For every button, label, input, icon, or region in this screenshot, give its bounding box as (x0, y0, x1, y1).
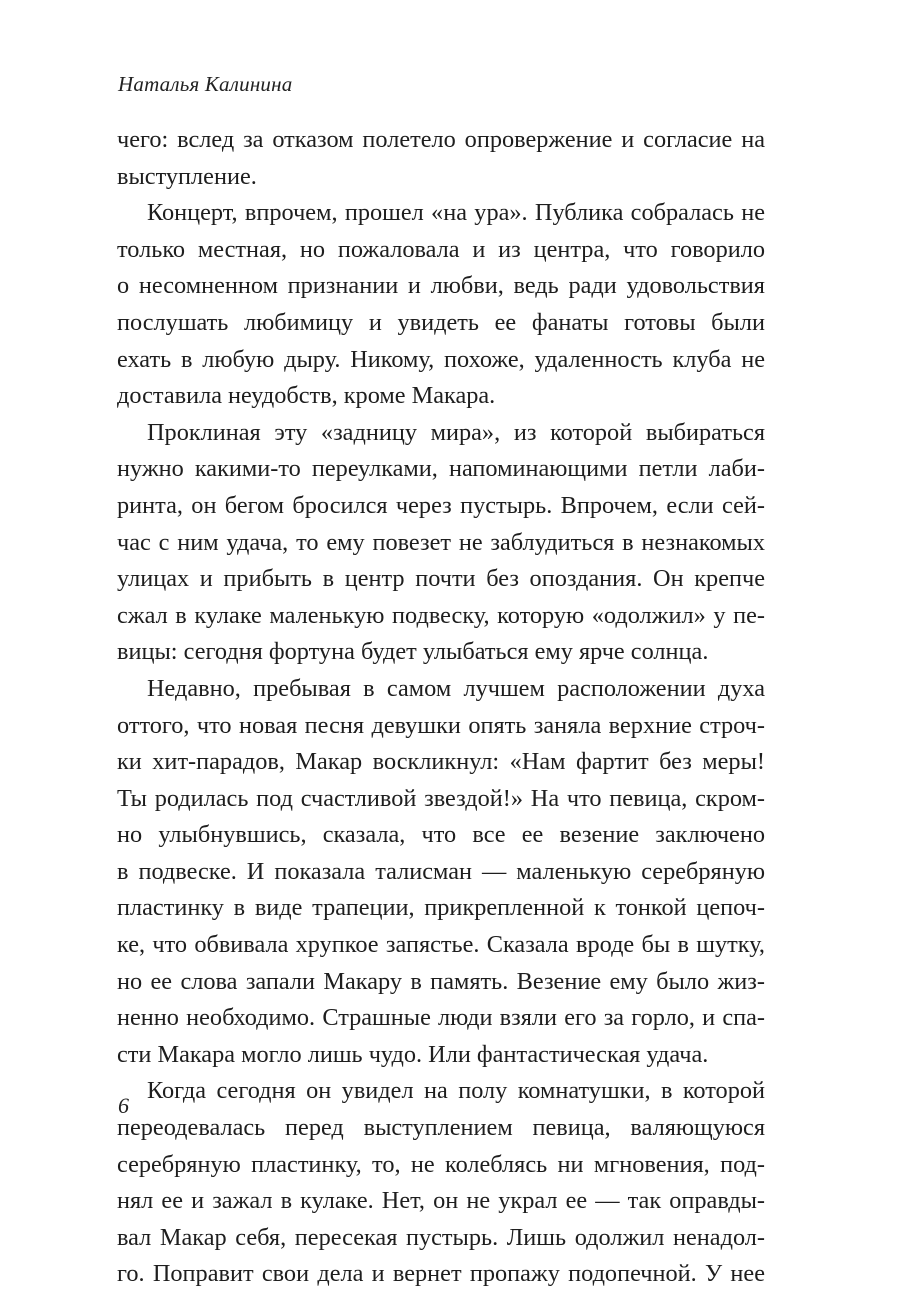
text-line: сжал в кулаке маленькую подвеску, которую «одолжил» у пе- (117, 601, 765, 629)
text-line: переодевалась перед выступлением певица, валяющуюся (117, 1114, 765, 1142)
text-line: в подвеске. И показала талисман — маленькую серебряную (117, 857, 765, 885)
paragraph (117, 415, 765, 671)
text-line: серебряную пластинку, то, не колеблясь ни мгновения, под- (117, 1150, 765, 1178)
text-line: улицах и прибыть в центр почти без опоздания. Он крепче (117, 565, 765, 593)
text-line: о несомненном признании и любви, ведь ради удовольствия (117, 272, 765, 300)
text-line: только местная, но пожаловала и из центра, что говорило (117, 235, 765, 263)
text-line: ринта, он бегом бросился через пустырь. Впрочем, если сей- (117, 491, 765, 519)
paragraph (117, 1073, 765, 1293)
text-line: Недавно, пребывая в самом лучшем расположении духа (147, 674, 765, 702)
text-line: Когда сегодня он увидел на полу комнатушки, в которой (147, 1077, 765, 1105)
text-line: нял ее и зажал в кулаке. Нет, он не украл ее — так оправды- (117, 1187, 765, 1215)
text-line: выступление. (117, 162, 257, 190)
paragraph (117, 671, 765, 1074)
text-line: го. Поправит свои дела и вернет пропажу подопечной. У нее (117, 1260, 765, 1288)
text-line: ке, что обвивала хрупкое запястье. Сказала вроде бы в шутку, (117, 931, 765, 959)
text-line: Ты родилась под счастливой звездой!» На что певица, скром- (117, 784, 765, 812)
text-line: вицы: сегодня фортуна будет улыбаться ему ярче солнца. (117, 638, 709, 666)
text-line: пластинку в виде трапеции, прикрепленной к тонкой цепоч- (117, 894, 765, 922)
running-head-author: Наталья Калинина (118, 72, 293, 96)
text-line: послушать любимицу и увидеть ее фанаты готовы были (117, 308, 765, 336)
text-line: час с ним удача, то ему повезет не заблудиться в незнакомых (117, 528, 765, 556)
text-line: но улыбнувшись, сказала, что все ее везение заключено (117, 821, 765, 849)
body-text (117, 122, 765, 1293)
text-line: доставила неудобств, кроме Макара. (117, 382, 496, 410)
paragraph (117, 122, 765, 195)
text-line: ненно необходимо. Страшные люди взяли его за горло, и спа- (117, 1004, 765, 1032)
text-line: нужно какими-то переулками, напоминающими петли лаби- (117, 455, 765, 483)
text-line: Концерт, впрочем, прошел «на ура». Публика собралась не (147, 199, 765, 227)
paragraph (117, 195, 765, 415)
text-line: чего: вслед за отказом полетело опровержение и согласие на (117, 126, 765, 153)
text-line: оттого, что новая песня девушки опять заняла верхние строч- (117, 711, 765, 739)
text-line: Проклиная эту «задницу мира», из которой выбираться (147, 418, 765, 446)
text-line: ехать в любую дыру. Никому, похоже, удаленность клуба не (117, 345, 765, 373)
text-line: сти Макара могло лишь чудо. Или фантастическая удача. (117, 1040, 709, 1068)
text-line: но ее слова запали Макару в память. Везение ему было жиз- (117, 967, 765, 995)
text-line: ки хит-парадов, Макар воскликнул: «Нам фартит без меры! (117, 748, 765, 776)
page-number: 6 (118, 1093, 129, 1118)
text-line: вал Макар себя, пересекая пустырь. Лишь одолжил ненадол- (117, 1223, 765, 1251)
